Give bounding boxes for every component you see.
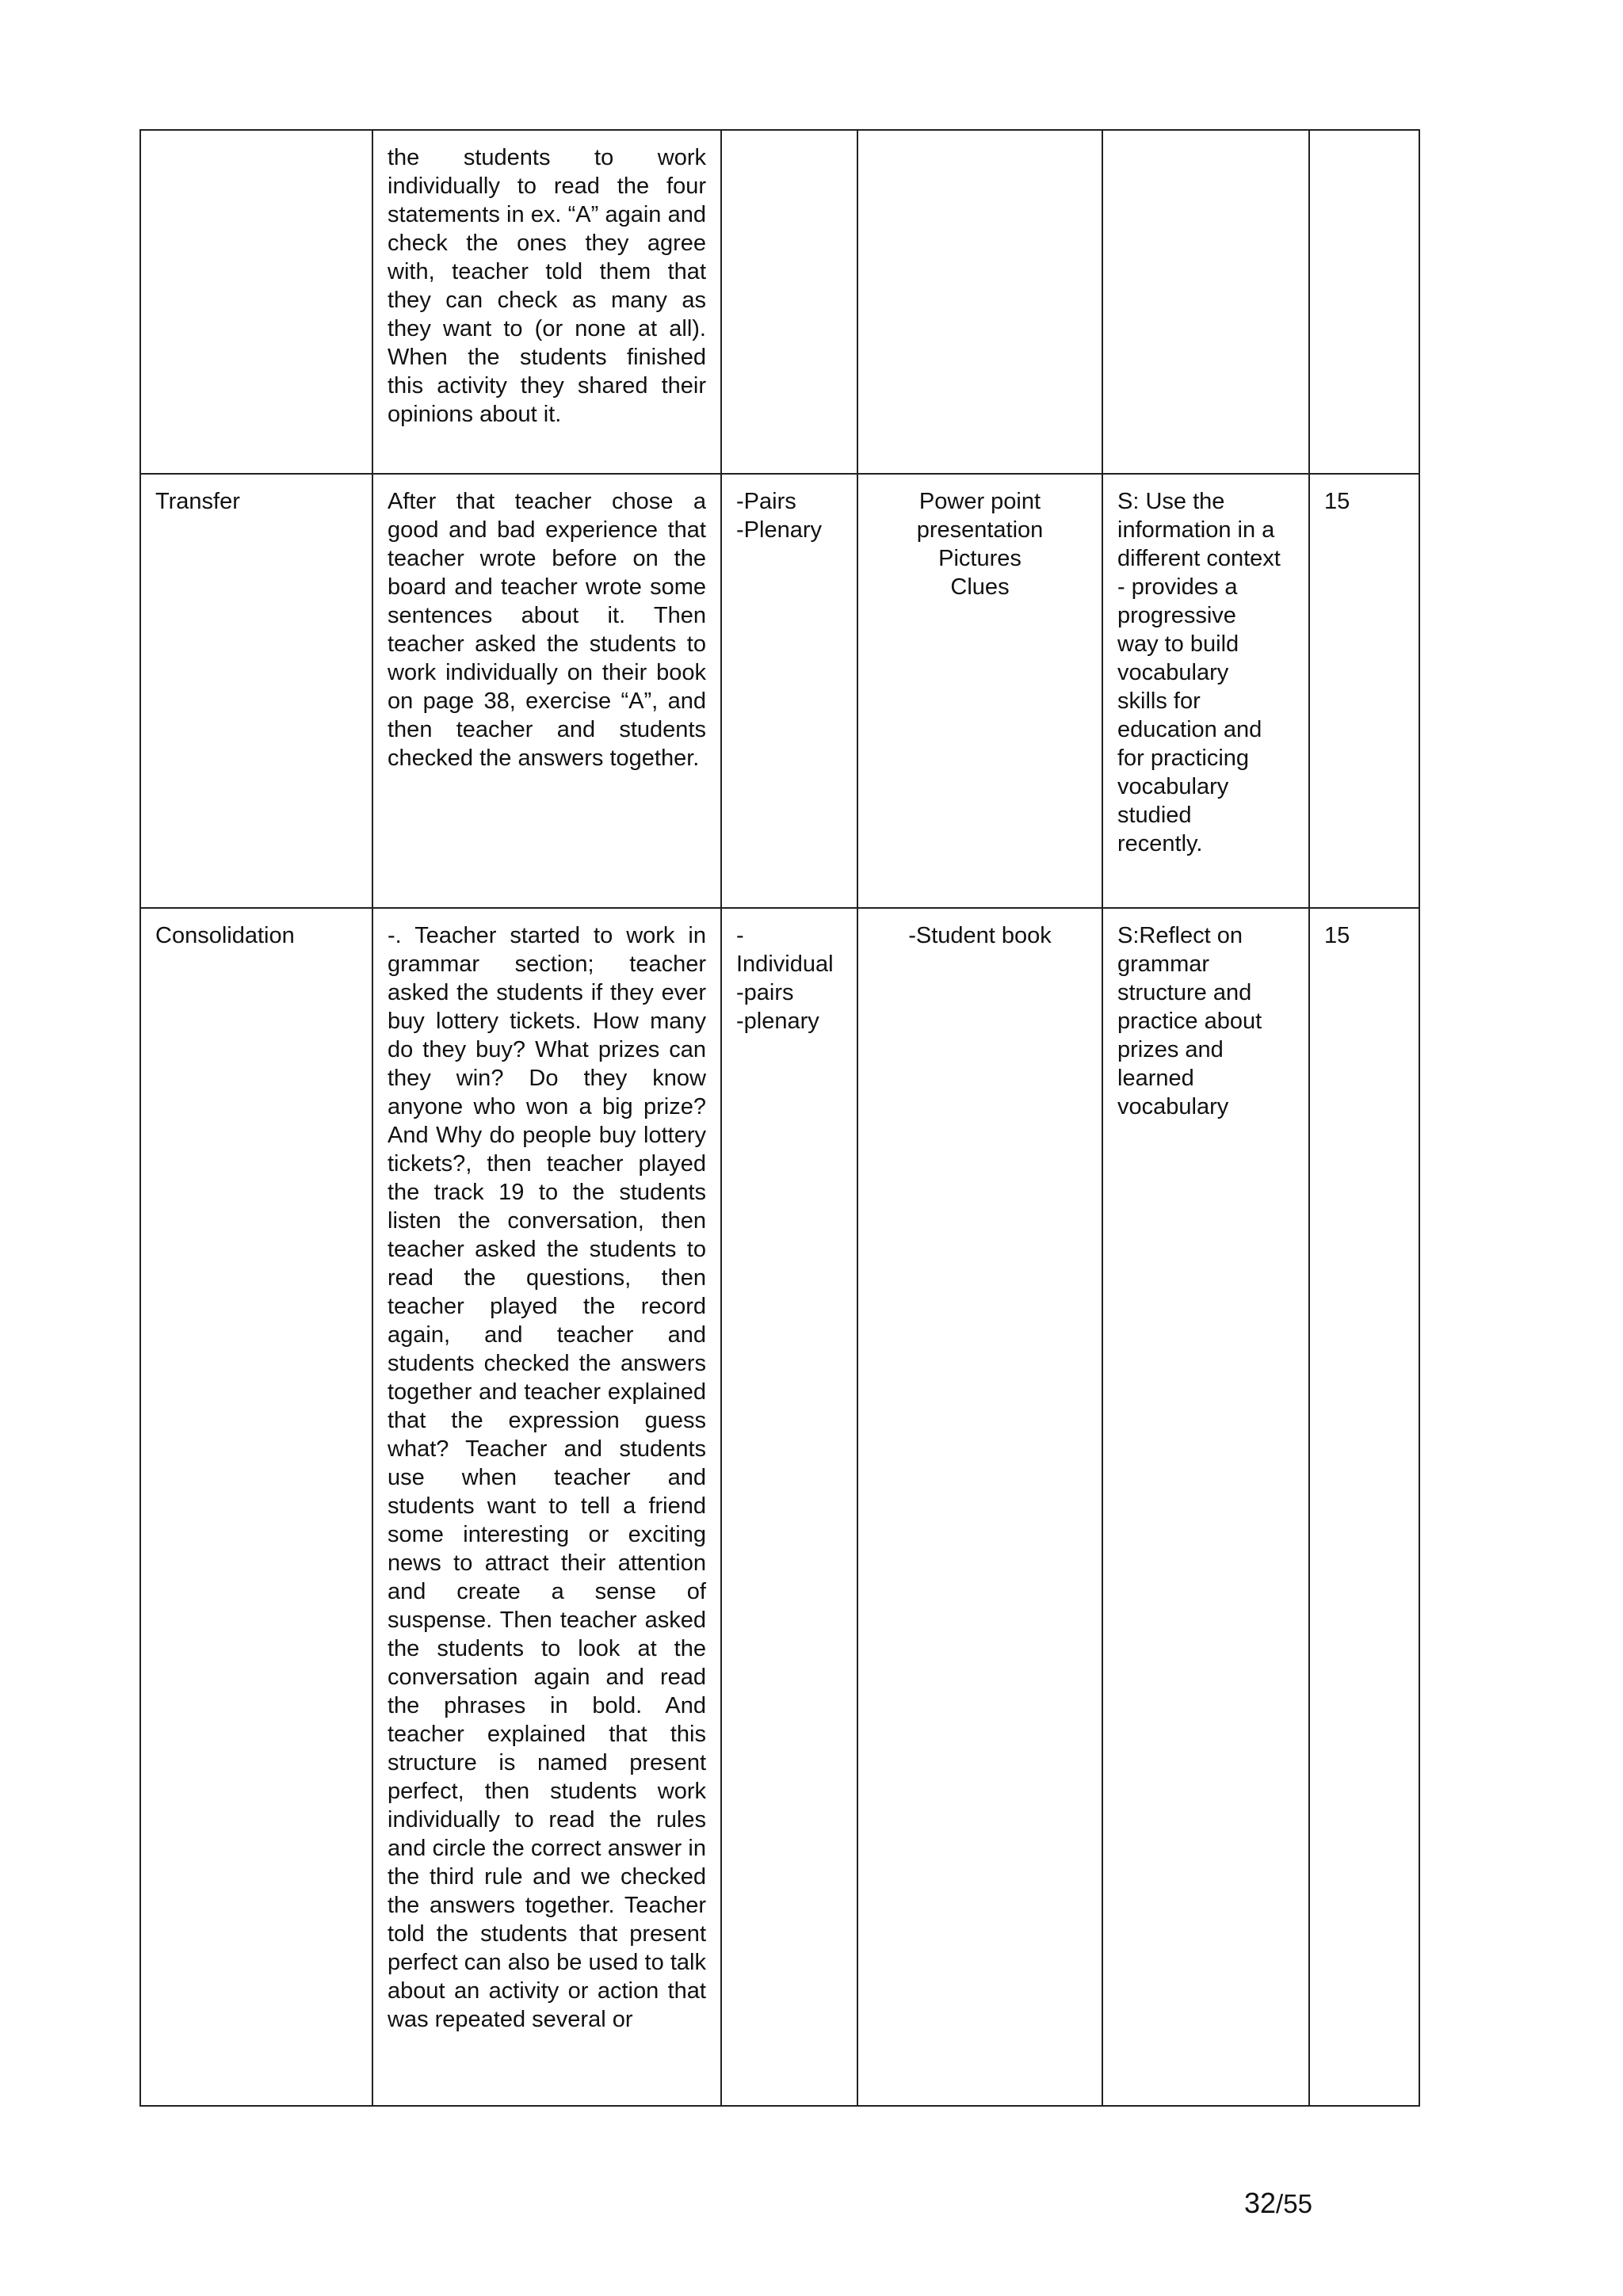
time-cell: 15 [1309, 908, 1419, 2106]
materials-cell [857, 130, 1102, 474]
table-row [140, 474, 1419, 908]
stage-cell [140, 130, 372, 474]
stage-cell: Transfer [140, 474, 372, 908]
grouping-cell [721, 130, 857, 474]
stage-cell: Consolidation [140, 908, 372, 2106]
page-number-total: /55 [1276, 2189, 1312, 2218]
procedure-cell: -. Teacher started to work in grammar section; teacher asked the students if they ever buy lottery tickets. How many do they buy? What prizes can they win? Do they know anyone who won a big prize? And Why do people buy lottery tickets?, then teacher played the track 19 to the students listen the conversation, then teacher asked the students to read the questions, then teacher played the record again, and teacher and students checked the answers together and teacher explained that the expression guess what? Teacher and students use when teacher and students want to tell a friend some interesting or exciting news to attract their attention and create a sense of suspense. Then teacher asked the students to look at the conversation again and read the phrases in bold. And teacher explained that this structure is named present perfect, then students work individually to read the rules and circle the correct answer in the third rule and we checked the answers together. Teacher told the students that present perfect can also be used to talk about an activity or action that was repeated several or [372, 908, 721, 2106]
materials-cell: Power point presentation Pictures Clues [857, 474, 1102, 908]
grouping-cell: -Pairs -Plenary [721, 474, 857, 908]
objective-cell: S: Use the information in a different context - provides a progressive way to build vocabulary skills for education and for practicing vocabulary studied recently. [1102, 474, 1309, 908]
procedure-cell: After that teacher chose a good and bad experience that teacher wrote before on the board and teacher wrote some sentences about it. Then teacher asked the students to work individually on their book on page 38, exercise “A”, and then teacher and students checked the answers together. [372, 474, 721, 908]
time-cell [1309, 130, 1419, 474]
lesson-plan-table [139, 129, 1420, 2107]
objective-cell [1102, 130, 1309, 474]
objective-cell: S:Reflect on grammar structure and practice about prizes and learned vocabulary [1102, 908, 1309, 2106]
table-row [140, 130, 1419, 474]
procedure-cell: the students to work individually to read the four statements in ex. “A” again and check the ones they agree with, teacher told them that they can check as many as they want to (or none at all). When the students finished this activity they shared their opinions about it. [372, 130, 721, 474]
materials-cell: -Student book [857, 908, 1102, 2106]
page-number-current: 32 [1244, 2187, 1277, 2219]
time-cell: 15 [1309, 474, 1419, 908]
grouping-cell: - Individual -pairs -plenary [721, 908, 857, 2106]
page-number [1244, 2187, 1312, 2220]
table-row [140, 908, 1419, 2106]
